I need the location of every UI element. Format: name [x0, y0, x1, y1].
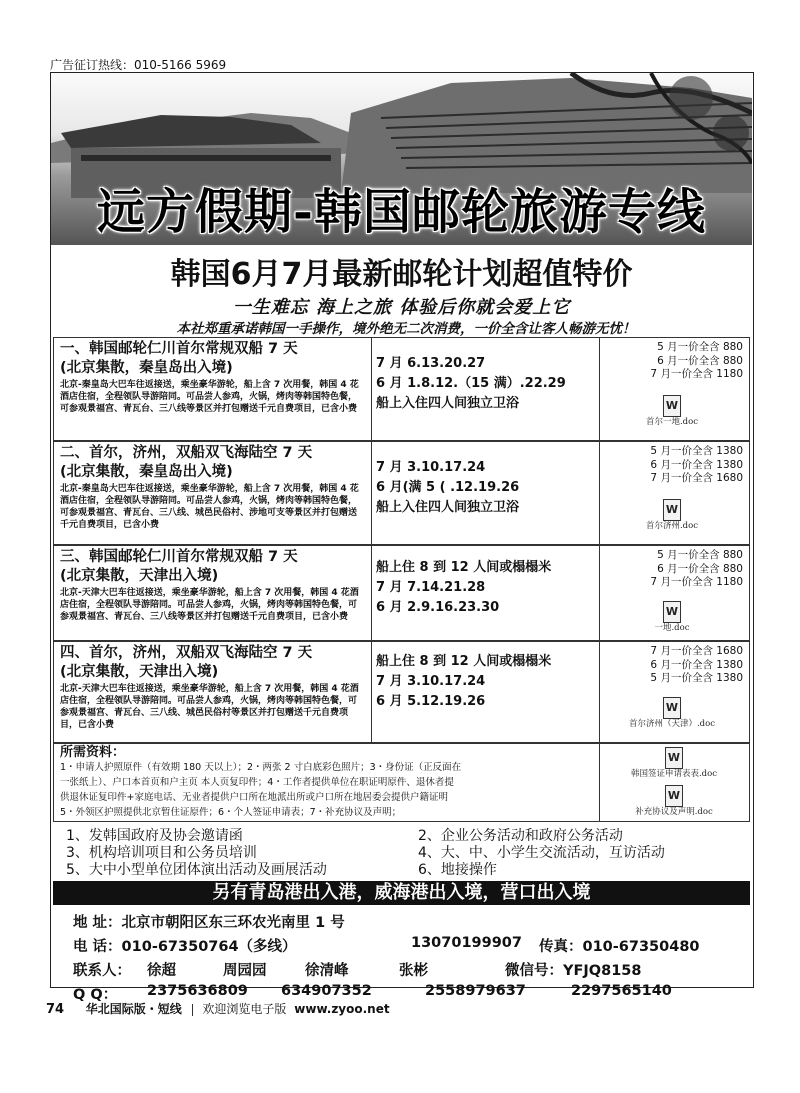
route-doc-link[interactable] [617, 498, 727, 532]
route-date: 6 月 2.9.16.23.30 [376, 600, 500, 615]
qq-number: 2297565140 [571, 983, 672, 999]
agreement-doc-link[interactable] [609, 784, 739, 818]
word-doc-icon: W [665, 747, 683, 769]
route-doc-link[interactable] [617, 696, 727, 730]
route-date: 6 月 5.12.19.26 [376, 694, 486, 709]
footer-url[interactable]: www.zyoo.net [294, 1002, 390, 1016]
route-1 [53, 337, 750, 441]
route-date: 船上住 8 到 12 人间或榻榻米 [376, 654, 552, 669]
route-price: 7 月一价全含 1680 [650, 472, 743, 484]
service-item: 4、大、中、小学生交流活动，互访活动 [418, 845, 665, 861]
route-title: 一、韩国邮轮仁川首尔常规双船 7 天 [60, 341, 298, 357]
route-date: 7 月 3.10.17.24 [376, 460, 486, 475]
ad-hotline: 广告征订热线：010-5166 5969 [50, 58, 227, 72]
route-price: 6 月一价全含 1380 [650, 458, 743, 471]
route-3 [53, 545, 750, 641]
route-price: 7 月一价全含 1680 [650, 645, 743, 657]
route-description: 北京-天津大巴车往返接送，乘坐豪华游轮，船上含 7 次用餐，韩国 4 花酒店住宿，全程领队导游陪同。可品尝人参鸡，火锅，烤肉等韩国特色餐，可参观景福宫、青瓦台、三八线、城邑民俗村等景区并打包赠送千元自费项目，已含小费 [60, 684, 359, 730]
route-doc-name: 首尔济州（天津）.doc [628, 719, 716, 729]
route-subtitle: (北京集散，天津出入境) [60, 664, 219, 680]
word-doc-icon: W [663, 395, 681, 417]
mobile: 13070199907 [411, 935, 522, 951]
word-doc-icon: W [663, 601, 681, 623]
route-subtitle: (北京集散，秦皇岛出入境) [60, 464, 233, 480]
route-description: 北京-天津大巴车往返接送，乘坐豪华游轮，船上含 7 次用餐，韩国 4 花酒店住宿，全程领队导游陪同。可品尝人参鸡，火锅，烤肉等韩国特色餐，可参观景福宫、青瓦台、三八线等景区并打包赠送千元自费项目，已含小费 [60, 588, 359, 622]
word-doc-icon: W [663, 499, 681, 521]
phone: 电 话：010-67350764（多线） [73, 939, 297, 955]
word-doc-icon: W [663, 697, 681, 719]
route-date: 6 月 1.8.12.（15 满）.22.29 [376, 376, 566, 391]
route-doc-name: 一地.doc [654, 623, 690, 633]
banner-title: 远方假期-韩国邮轮旅游专线 [97, 184, 706, 240]
route-4 [53, 641, 750, 743]
company-promise: 本社郑重承诺韩国一手操作，境外绝无二次消费，一价全含让客人畅游无忧！ [176, 321, 636, 337]
service-item: 6、地接操作 [418, 862, 497, 878]
requirement-line: 供退休证复印件+家庭电话、无业者提供户口所在地派出所或户口所在地居委会提供户籍证明 [60, 792, 448, 803]
qq-number: 2375636809 [147, 983, 248, 999]
route-price: 6 月一价全含 880 [657, 354, 743, 367]
contact-person: 周园园 [223, 963, 267, 979]
route-2 [53, 441, 750, 545]
route-date: 6 月(满 5 ( .12.19.26 [376, 480, 520, 495]
contact-person: 张彬 [399, 963, 428, 979]
route-price: 5 月一价全含 1380 [650, 445, 743, 457]
route-subtitle: (北京集散，天津出入境) [60, 568, 219, 584]
route-price: 5 月一价全含 880 [657, 341, 743, 353]
requirement-line: 一张纸上）、户口本首页和户主页 本人页复印件；4・工作者提供单位在职证明原件、退休者提 [60, 777, 454, 788]
route-date: 船上入住四人间独立卫浴 [376, 396, 520, 411]
route-description: 北京-秦皇岛大巴车往返接送，乘坐豪华游轮，船上含 7 次用餐，韩国 4 花酒店住宿，全程领队导游陪同。可品尝人参鸡，火锅，烤肉等韩国特色餐，可参观景福宫、青瓦台、三八线等景区并打包赠送千元自费项目，已含小费 [60, 380, 359, 414]
route-doc-link[interactable] [617, 394, 727, 428]
service-item: 3、机构培训项目和公务员培训 [66, 845, 257, 861]
route-price: 7 月一价全含 1180 [650, 576, 743, 588]
route-doc-name: 首尔一地.doc [645, 417, 699, 427]
word-doc-icon: W [665, 785, 683, 807]
qq-number: 634907352 [281, 983, 372, 999]
page-number: 74 [46, 1002, 65, 1017]
requirement-line: 5・外领区护照提供北京暂住证原件；6・个人签证申请表；7・补充协议及声明； [60, 807, 402, 818]
route-date: 7 月 3.10.17.24 [376, 674, 486, 689]
doc-name: 补充协议及声明.doc [635, 807, 713, 817]
route-date: 船上入住四人间独立卫浴 [376, 500, 520, 515]
banner [51, 73, 752, 245]
qq-label: Q Q： [73, 987, 118, 1003]
route-description: 北京-秦皇岛大巴车往返接送，乘坐豪华游轮，船上含 7 次用餐，韩国 4 花酒店住宿，全程领队导游陪同。可品尝人参鸡，火锅，烤肉等韩国特色餐，可参观景福宫、青瓦台、三八线、城邑民俗村、涉地可支等景区并打包赠送千元自费项目，已含小费 [60, 484, 359, 530]
requirement-line: 1・申请人护照原件（有效期 180 天以上）；2・两张 2 寸白底彩色照片；3・身份证（正反面在 [60, 762, 462, 773]
route-title: 二、首尔，济州，双船双飞海陆空 7 天 [60, 445, 313, 461]
service-item: 2、企业公务活动和政府公务活动 [418, 828, 623, 844]
visa-form-doc-link[interactable] [609, 746, 739, 780]
route-doc-link[interactable] [617, 600, 727, 634]
route-price: 6 月一价全含 1380 [650, 658, 743, 671]
footer-note: 欢迎浏览电子版 [202, 1002, 287, 1016]
advert-frame [50, 72, 754, 1003]
requirements-title: 所需资料： [60, 745, 126, 760]
divider [192, 1004, 193, 1016]
route-date: 7 月 6.13.20.27 [376, 356, 486, 371]
route-price: 6 月一价全含 880 [657, 562, 743, 575]
alt-ports-bar: 另有青岛港出入港，威海港出入境，营口出入境 [53, 881, 750, 905]
route-price: 5 月一价全含 1380 [650, 672, 743, 684]
route-date: 船上住 8 到 12 人间或榻榻米 [376, 560, 552, 575]
fax: 传真：010-67350480 [539, 939, 700, 955]
route-title: 四、首尔，济州，双船双飞海陆空 7 天 [60, 645, 313, 661]
doc-name: 韩国签证申请表表.doc [630, 769, 718, 779]
route-title: 三、韩国邮轮仁川首尔常规双船 7 天 [60, 549, 298, 565]
edition-label: 华北国际版・短线 [85, 1002, 182, 1016]
wechat: 微信号：YFJQ8158 [505, 963, 642, 979]
page-footer [46, 1000, 390, 1017]
qq-number: 2558979637 [425, 983, 526, 999]
contact-person: 徐清峰 [305, 963, 349, 979]
address: 地 址：北京市朝阳区东三环农光南里 1 号 [73, 915, 345, 931]
service-item: 1、发韩国政府及协会邀请函 [66, 828, 243, 844]
contact-person: 徐超 [147, 963, 176, 979]
route-price: 5 月一价全含 880 [657, 549, 743, 561]
banner-subtitle: 韩国6月7月最新邮轮计划超值特价 [170, 257, 633, 292]
contact-people-label: 联系人： [73, 963, 131, 979]
route-doc-name: 首尔济州.doc [645, 521, 699, 531]
banner-slogan: 一生难忘 海上之旅 体验后你就会爱上它 [232, 297, 571, 318]
route-price: 7 月一价全含 1180 [650, 368, 743, 380]
route-date: 7 月 7.14.21.28 [376, 580, 486, 595]
service-item: 5、大中小型单位团体演出活动及画展活动 [66, 862, 327, 878]
route-subtitle: (北京集散，秦皇岛出入境) [60, 360, 233, 376]
required-documents [53, 743, 750, 822]
